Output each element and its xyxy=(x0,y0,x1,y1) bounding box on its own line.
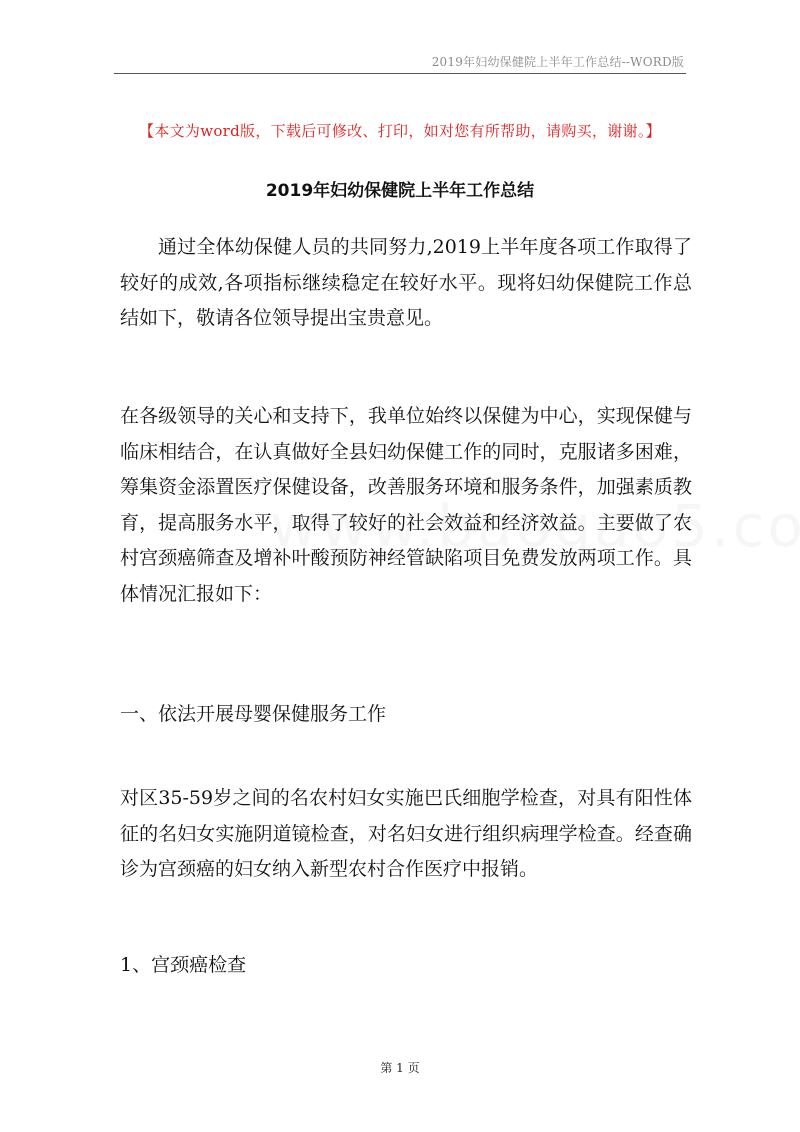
overview-paragraph: 在各级领导的关心和支持下，我单位始终以保健为中心，实现保健与临床相结合，在认真做好全县妇幼保健工作的同时，克服诸多困难，筹集资金添置医疗保健设备，改善服务环境和服务条件，加强素质教育，提高服务水平，取得了较好的社会效益和经济效益。主要做了农村宫颈癌筛查及增补叶酸预防神经管缺陷项目免费发放两项工作。具体情况汇报如下： xyxy=(120,405,692,605)
document-title: 2019年妇幼保健院上半年工作总结 xyxy=(265,181,535,201)
section-heading: 一、依法开展母婴保健服务工作 xyxy=(120,703,387,725)
purchase-notice: 【本文为word版，下载后可修改、打印，如对您有所帮助，请购买，谢谢。】 xyxy=(139,122,661,140)
page-number: 第 1 页 xyxy=(380,1061,420,1075)
subsection-heading: 1、宫颈癌检查 xyxy=(120,954,247,976)
section-paragraph: 对区35-59岁之间的名农村妇女实施巴氏细胞学检查，对具有阳性体征的名妇女实施阴道镜检查，对名妇女进行组织病理学检查。经查确诊为宫颈癌的妇女纳入新型农村合作医疗中报销。 xyxy=(120,787,692,880)
intro-paragraph: 通过全体幼保健人员的共同努力,2019上半年度各项工作取得了较好的成效,各项指标继续稳定在较好水平。现将妇幼保健院工作总结如下，敬请各位领导提出宝贵意见。 xyxy=(120,236,692,329)
header-divider xyxy=(114,73,686,74)
running-header: 2019年妇幼保健院上半年工作总结--WORD版 xyxy=(431,55,684,69)
